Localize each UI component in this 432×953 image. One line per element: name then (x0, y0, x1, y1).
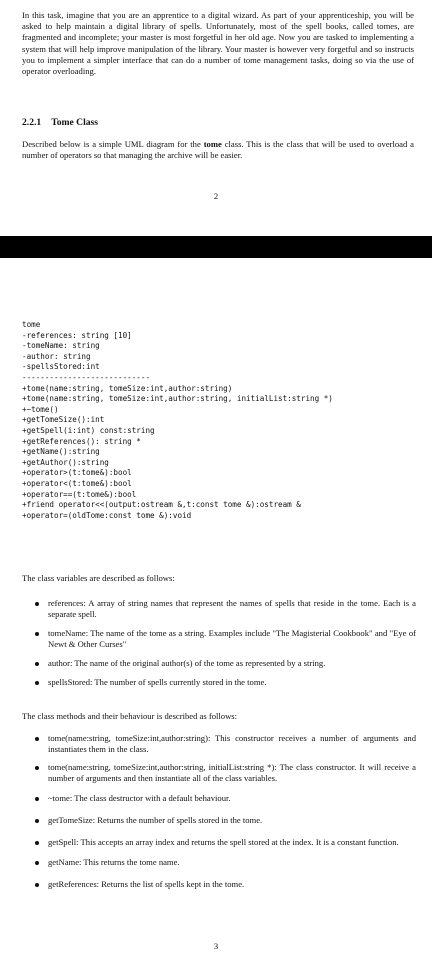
uml-attribute: -references: string [10] (22, 330, 132, 340)
page-separator (0, 236, 432, 258)
uml-diagram (22, 320, 422, 521)
section-number: 2.2.1 (22, 117, 42, 128)
bullet-icon (35, 819, 39, 823)
uml-method: +tome(name:string, tomeSize:int,author:string) (22, 383, 233, 393)
uml-method: +operator==(t:tome&):bool (22, 489, 137, 499)
uml-method: +getSpell(i:int) const:string (22, 425, 155, 435)
uml-class-name: tome (22, 320, 41, 329)
class-description-start: Described below is a simple UML diagram for the (22, 139, 204, 149)
list-item-text: getName: This returns the tome name. (48, 857, 180, 867)
section-title: Tome Class (51, 117, 99, 128)
uml-method: +~tome() (22, 404, 59, 414)
list-item-text: tomeName: The name of the tome as a string. Examples include "The Magisterial Cookbook" and "Eye of Newt & Other Curses" (48, 628, 416, 649)
bullet-icon (35, 766, 39, 770)
uml-attribute: -spellsStored:int (22, 362, 100, 372)
list-item-text: ~tome: The class destructor with a default behaviour. (48, 793, 231, 803)
uml-method: +tome(name:string, tomeSize:int,author:string, initialList:string *) (22, 394, 333, 404)
uml-method: +getTomeSize():int (22, 415, 105, 425)
list-item-text: getTomeSize: Returns the number of spells stored in the tome. (48, 815, 263, 825)
bullet-icon (35, 632, 39, 636)
uml-method: +getName():string (22, 447, 100, 457)
class-description-end: class. This is the class that will be used to overload a number of operators so that managing the archive will be easier. (22, 139, 414, 161)
list-item (0, 815, 432, 826)
bullet-icon (35, 841, 39, 845)
page-2 (0, 0, 432, 236)
list-item (0, 837, 432, 848)
uml-method: +friend operator<<(output:ostream &,t:const tome &):ostream & (22, 500, 301, 510)
uml-method: +operator>(t:tome&):bool (22, 468, 132, 478)
uml-method: +operator=(oldTome:const tome &):void (22, 510, 192, 520)
list-item-text: references: A array of string names that represent the names of spells that reside in the tome. Each is a separate spell. (48, 598, 416, 619)
list-item-text: spellsStored: The number of spells currently stored in the tome. (48, 677, 267, 687)
uml-method: +getAuthor():string (22, 457, 109, 467)
class-description (22, 139, 414, 161)
class-name-bold: tome (203, 139, 222, 149)
page-number: 3 (213, 941, 219, 951)
list-item (0, 793, 432, 804)
uml-separator: ---------------------------- (22, 372, 151, 382)
uml-method: +getReferences(): string * (22, 436, 141, 446)
section-heading (22, 117, 98, 128)
intro-paragraph: In this task, imagine that you are an apprentice to a digital wizard. As part of your apprenticeship, you will be asked to help maintain a digital library of spells. Unfortunately, most of the spell books, called tomes, are fragmented and incomplete; your master is most forgetful in her old age. Now you are tasked to implementing a system that will help improve manipulation of the library. Your master is however very forgetful and so instructs you to implement a simpler interface that can do a number of tome management tasks, doing so via the use of operator overloading. (22, 10, 414, 77)
bullet-icon (35, 883, 39, 887)
list-item (0, 733, 432, 755)
list-item (0, 762, 432, 784)
list-item-text: author: The name of the original author(s) of the tome as represented by a string. (48, 658, 326, 668)
list-item-text: tome(name:string, tomeSize:int,author:string, initialList:string *): The class constructor. It will receive a number of arguments and then instantiate all of the class variables. (48, 762, 416, 783)
bullet-icon (35, 861, 39, 865)
list-item (0, 628, 432, 650)
list-item (0, 677, 432, 688)
list-item (0, 658, 432, 669)
uml-method: +operator<(t:tome&):bool (22, 478, 132, 488)
list-item (0, 598, 432, 620)
page-number: 2 (213, 191, 219, 201)
list-item (0, 879, 432, 890)
bullet-icon (35, 737, 39, 741)
page-3 (0, 258, 432, 953)
list-item-text: tome(name:string, tomeSize:int,author:string): This constructor receives a number of arguments and instantiates them in the class. (48, 733, 416, 754)
list-item (0, 857, 432, 868)
list-item-text: getReferences: Returns the list of spells kept in the tome. (48, 879, 245, 889)
bullet-icon (35, 662, 39, 666)
variables-intro: The class variables are described as follows: (22, 573, 175, 583)
uml-attribute: -author: string (22, 351, 91, 361)
methods-intro: The class methods and their behaviour is described as follows: (22, 711, 238, 721)
bullet-icon (35, 797, 39, 801)
bullet-icon (35, 602, 39, 606)
methods-list (0, 733, 432, 890)
uml-attribute: -tomeName: string (22, 341, 100, 351)
list-item-text: getSpell: This accepts an array index and returns the spell stored at the index. It is a constant function. (48, 837, 399, 847)
variables-list (0, 598, 432, 688)
bullet-icon (35, 681, 39, 685)
